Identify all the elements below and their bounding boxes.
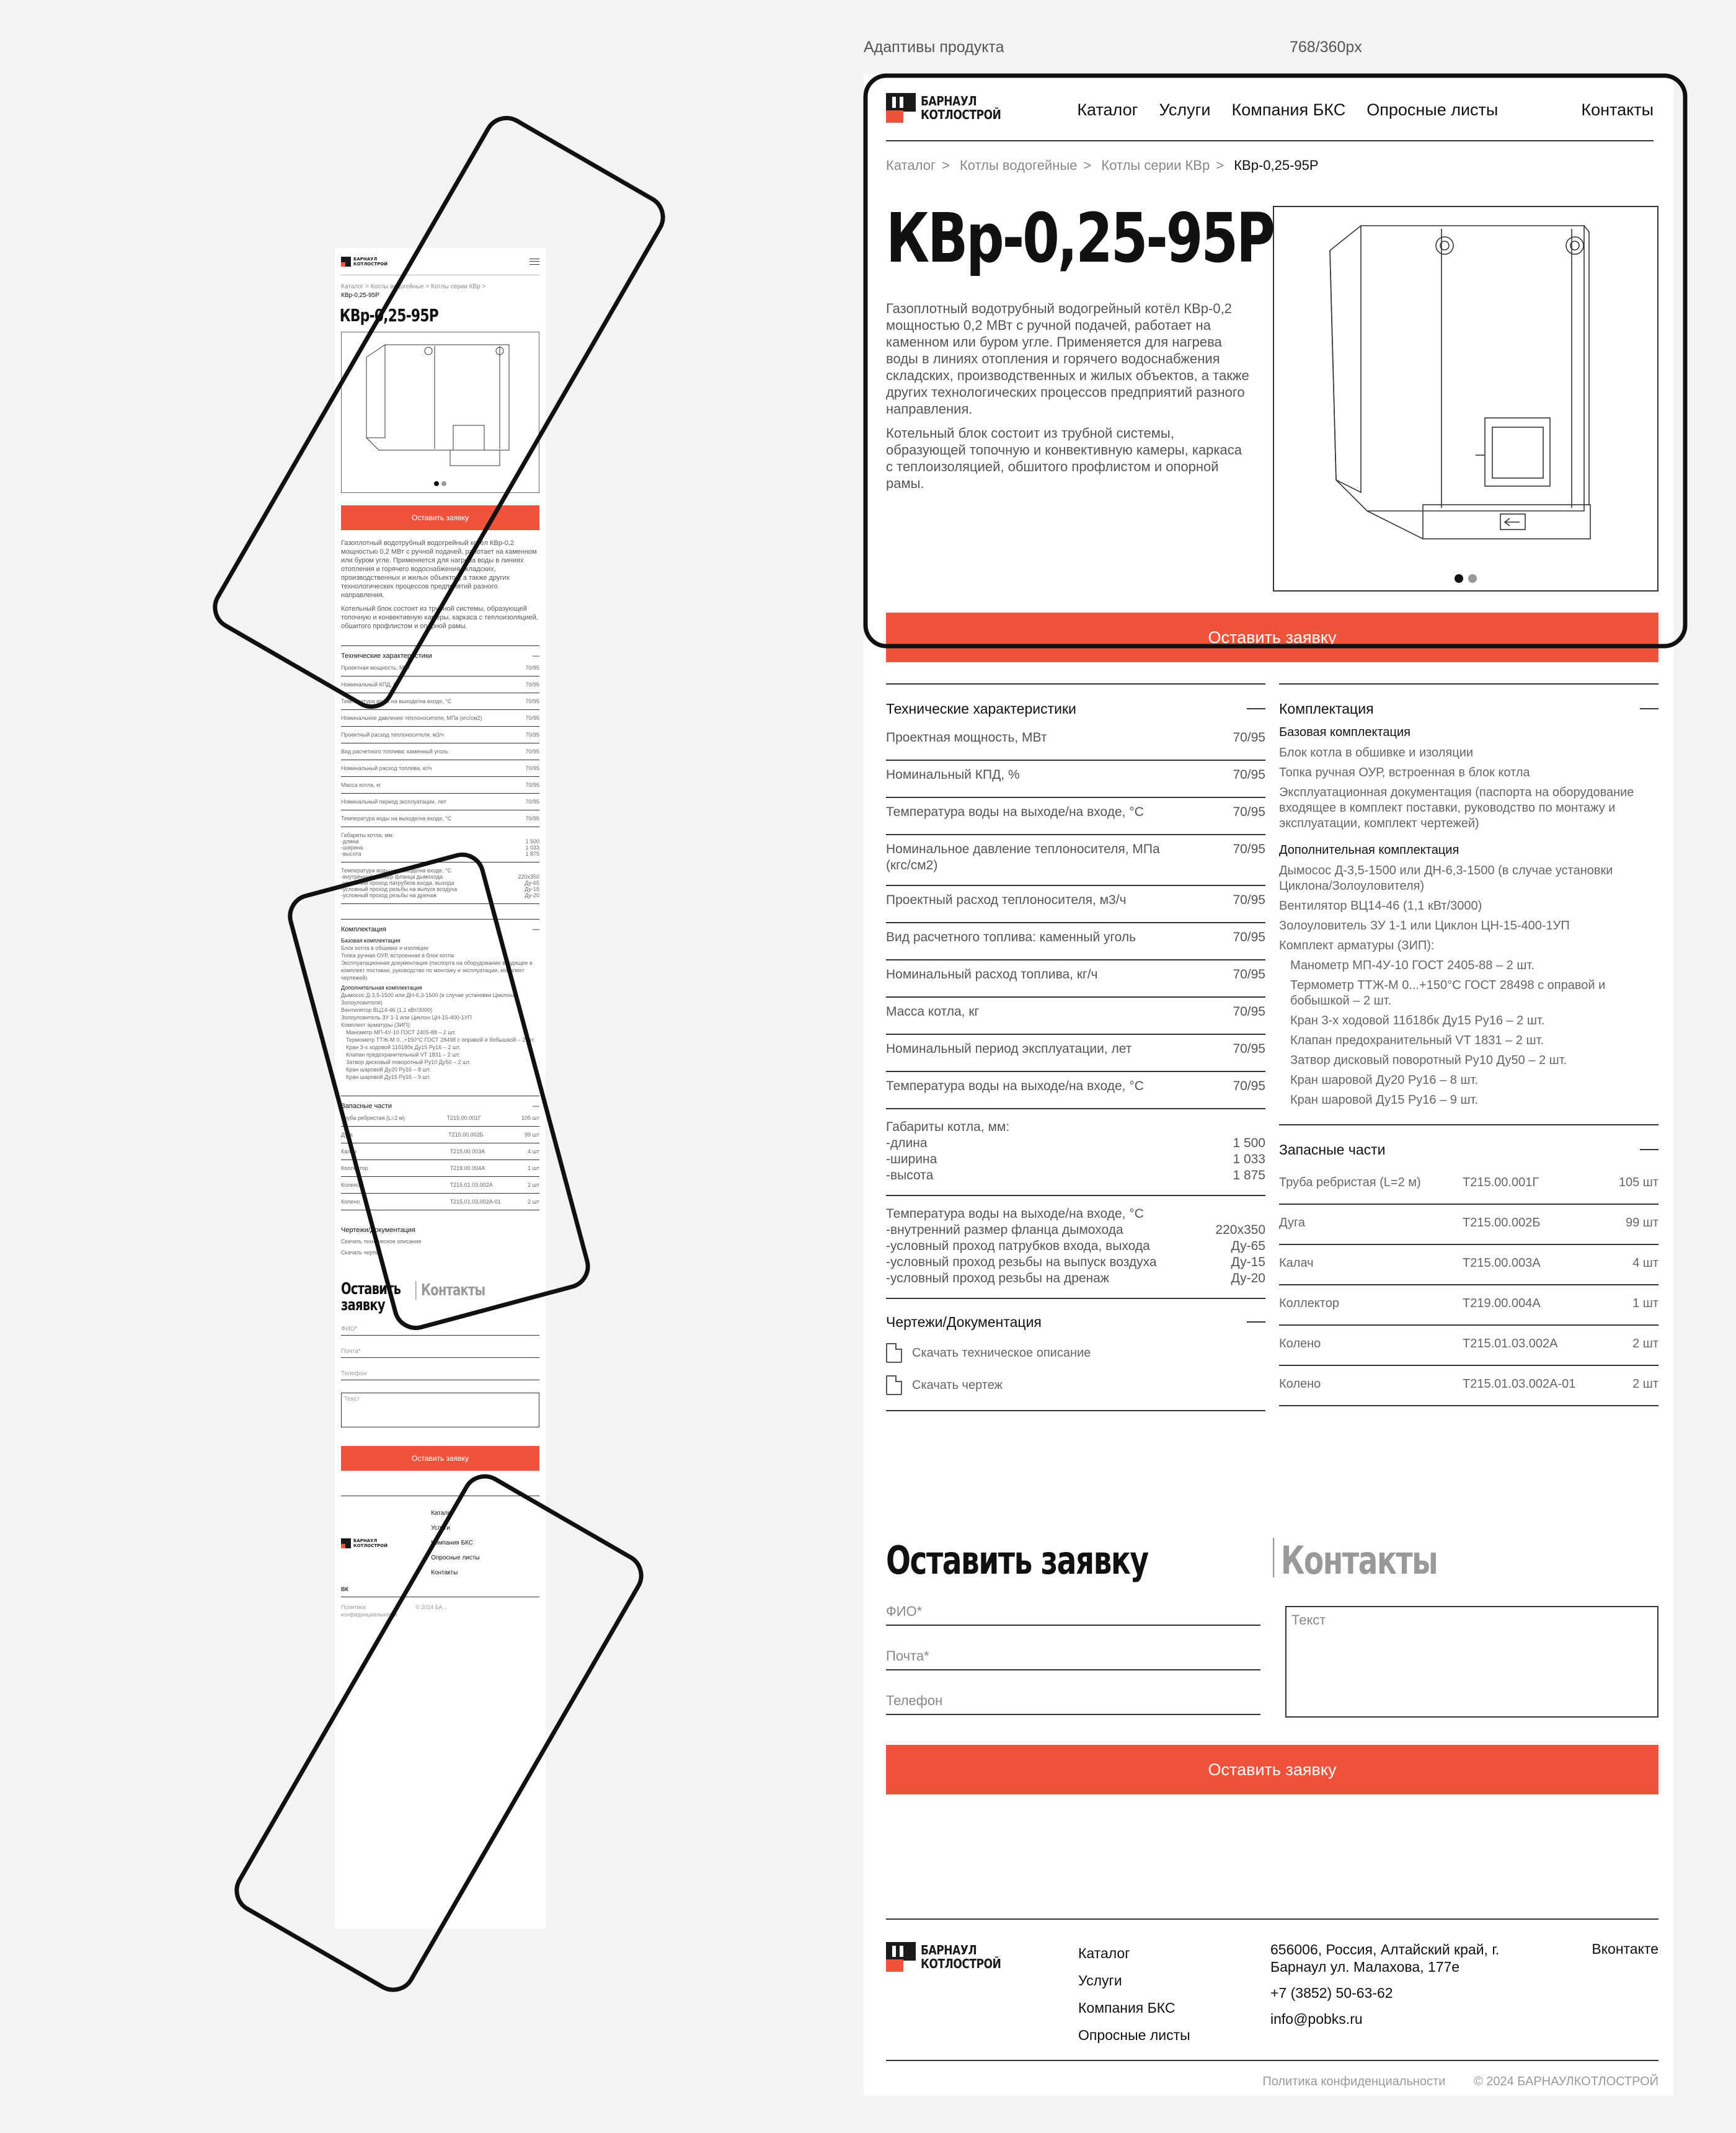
nav-surveys[interactable]: Опросные листы — [1366, 100, 1499, 119]
mobile-text-field[interactable]: Текст — [341, 1393, 539, 1427]
logo-mark-icon — [341, 1538, 351, 1548]
form-title: Оставить заявку — [886, 1538, 1148, 1583]
mobile-header — [341, 248, 539, 275]
privacy-link[interactable]: Политика конфиденциальности — [1262, 2075, 1446, 2088]
mobile-carousel-dots[interactable] — [434, 481, 446, 486]
text-field[interactable]: Текст — [1285, 1606, 1658, 1718]
docs-list — [886, 1337, 1265, 1411]
main-nav — [1077, 100, 1498, 120]
mobile-bc-item[interactable]: Котлы водогейные — [370, 283, 424, 290]
collapse-icon[interactable] — [1640, 708, 1658, 717]
mobile-spec-row: Проектный расход теплоносителя, м3/ч 70/95 — [341, 727, 539, 743]
mobile-phone-field[interactable]: Телефон — [341, 1370, 539, 1380]
nav-company[interactable]: Компания БКС — [1231, 100, 1346, 119]
mobile-product-title: КВр-0,25-95Р — [339, 305, 438, 326]
mobile-part-row: Колено Т215.01.03.002А-01 2 шт — [341, 1194, 539, 1210]
carousel-dot-active[interactable] — [1455, 574, 1463, 583]
mobile-spec-row: Проектная мощность, МВт 70/95 — [341, 660, 539, 676]
mobile-kit-header[interactable]: Комплектация — — [341, 919, 539, 933]
footer-email[interactable]: info@pobks.ru — [1270, 2011, 1363, 2027]
spec-row: Номинальный расход топлива, кг/ч 70/95 — [886, 960, 1265, 998]
spec-row: Температура воды на выходе/на входе, °С 70/95 — [886, 798, 1265, 835]
mobile-docs-list — [341, 1238, 539, 1256]
mobile-bc-current: КВр-0,25-95Р — [341, 292, 379, 299]
spec-row-dimensions: Габариты котла, мм: -длина -ширина -высота 1 500 1 033 1 875 — [886, 1109, 1265, 1196]
specs-header[interactable]: Технические характеристики — [886, 683, 1265, 724]
mobile-footer-bottom: Политика конфиденциальности © 2024 БА... — [341, 1597, 539, 1618]
boiler-illustration — [342, 332, 539, 492]
description-p2: Котельный блок состоит из трубной системы, образующей топочную и конвективную камеры, каркаса с теплоизоляцией, обшитого профлистом и опорной рамы. — [886, 425, 1242, 491]
mobile-breadcrumb: Каталог > Котлы водогейные > Котлы серии КВр > КВр-0,25-95Р — [341, 283, 486, 299]
email-field[interactable]: Почта* — [886, 1648, 1260, 1670]
mobile-spec-row: Номинальный период эксплуатации, лет 70/95 — [341, 794, 539, 810]
mobile-description — [335, 530, 546, 631]
copyright: © 2024 БАРНАУЛКОТЛОСТРОЙ — [1473, 2075, 1658, 2088]
footer-phone[interactable]: +7 (3852) 50-63-62 — [1270, 1985, 1393, 2001]
site-footer — [886, 1918, 1658, 2088]
kit-header[interactable]: Комплектация — [1279, 683, 1658, 724]
mobile-spec-row: Номинальный расход топлива, кг/ч 70/95 — [341, 760, 539, 777]
section-label: Адаптивы продукта — [864, 38, 1004, 56]
mobile-spec-row: Вид расчетного топлива: каменный уголь 70/95 — [341, 743, 539, 760]
boiler-illustration — [1274, 207, 1657, 590]
spec-row-flange: Температура воды на выходе/на входе, °С -внутренний размер фланца дымохода -условный проход патрубков входа, выхода -условный проход резьбы на выпуск воздуха -условный проход резьбы на дренаж 220х350 Ду-65 Ду-15 Ду-20 — [886, 1196, 1265, 1299]
product-image-carousel[interactable] — [1273, 206, 1658, 592]
collapse-icon[interactable] — [1247, 1321, 1265, 1331]
submit-button[interactable]: Оставить заявку — [886, 1745, 1658, 1794]
document-icon — [886, 1343, 902, 1363]
brand-logo[interactable] — [886, 93, 1015, 123]
collapse-icon[interactable] — [1247, 708, 1265, 717]
carousel-dots[interactable] — [1455, 574, 1477, 583]
form-contacts-tab[interactable]: Контакты — [1273, 1538, 1437, 1577]
mobile-form-heading: Оставить заявку Контакты — [341, 1280, 485, 1315]
mobile-part-row: Дуга Т215.00.002Б 99 шт — [341, 1127, 539, 1143]
mobile-submit-button[interactable]: Оставить заявку — [341, 1446, 539, 1471]
spec-row: Проектная мощность, МВт 70/95 — [886, 724, 1265, 761]
footer-nav-catalog[interactable]: Каталог — [1078, 1945, 1130, 1961]
parts-table — [1279, 1164, 1658, 1406]
footer-vk-link[interactable]: Вконтакте — [1592, 1941, 1658, 1957]
mobile-doc-link[interactable]: Скачать техническое описание — [341, 1238, 422, 1244]
mobile-spec-row: Температура воды на выходе/на входе, °С 70/95 — [341, 693, 539, 710]
mobile-part-row: Калач Т215.00.003А 4 шт — [341, 1143, 539, 1160]
mobile-bc-item[interactable]: Каталог — [341, 283, 364, 290]
phone-field[interactable]: Телефон — [886, 1693, 1260, 1715]
logo-line2: КОТЛОСТРОЙ — [921, 107, 1001, 122]
menu-icon[interactable] — [529, 259, 539, 265]
mobile-spec-row: Температура воды на выходе/на входе, °С -внутренний размер фланца дымохода -условный проход патрубков входа, выхода -условный проход резьбы на выпуск воздуха -условный проход резьбы на дренаж 220х350 Ду-65 Ду-15 Ду-20 — [341, 863, 539, 904]
spec-row: Проектный расход теплоносителя, м3/ч 70/95 — [886, 886, 1265, 923]
spec-row: Масса котла, кг 70/95 — [886, 998, 1265, 1035]
spec-row: Вид расчетного топлива: каменный уголь 70/95 — [886, 923, 1265, 960]
document-icon — [886, 1375, 902, 1395]
logo-mark-icon — [886, 1942, 916, 1972]
specs-column — [886, 683, 1265, 1411]
spec-row: Номинальный период эксплуатации, лет 70/95 — [886, 1035, 1265, 1072]
mobile-footer-logo[interactable]: БАРНАУЛ КОТЛОСТРОЙ — [341, 1506, 388, 1581]
mobile-specs-header[interactable]: Технические характеристики — — [341, 645, 539, 660]
part-row: Труба ребристая (L=2 м) Т215.00.001Г 105 шт — [1279, 1164, 1658, 1205]
carousel-dot[interactable] — [1468, 574, 1477, 583]
mobile-logo[interactable] — [341, 257, 388, 267]
nav-services[interactable]: Услуги — [1159, 100, 1211, 119]
mobile-parts-header[interactable]: Запасные части — — [341, 1096, 539, 1110]
mobile-footer — [341, 1496, 539, 1581]
spec-row: Номинальное давление теплоносителя, МПа (кгс/см2) 70/95 — [886, 835, 1265, 886]
mobile-spec-row: Габариты котла, мм: -длина -ширина -высота 1 500 1 033 1 875 — [341, 827, 539, 863]
part-row: Дуга Т215.00.002Б 99 шт — [1279, 1205, 1658, 1245]
product-title: КВр-0,25-95Р — [886, 198, 1273, 278]
mobile-desc-p2: Котельный блок состоит из трубной системы, образующей топочную и конвективную камеры, каркаса с теплоизоляцией, обшитого профлистом и опорной рамы. — [341, 605, 538, 630]
nav-catalog[interactable]: Каталог — [1077, 100, 1138, 119]
breadcrumb-item[interactable]: Каталог — [886, 157, 936, 173]
kit-extra-title: Дополнительная комплектация — [1279, 843, 1459, 857]
mobile-spec-row: Масса котла, кг 70/95 — [341, 777, 539, 794]
mobile-part-row: Коллектор Т219.00.004А 1 шт — [341, 1160, 539, 1177]
fio-field[interactable]: ФИО* — [886, 1603, 1260, 1626]
docs-header[interactable]: Чертежи/Документация — [886, 1299, 1265, 1337]
parts-header[interactable]: Запасные части — [1279, 1124, 1658, 1164]
logo-mark-icon — [341, 257, 351, 267]
part-row: Калач Т215.00.003А 4 шт — [1279, 1245, 1658, 1285]
spec-row: Температура воды на выходе/на входе, °С 70/95 — [886, 1072, 1265, 1109]
kit-body: Базовая комплектация Блок котла в обшивке и изоляции Топка ручная ОУР, встроенная в блок котла Эксплуатационная документация (паспорта на оборудование входящее в комплект поставки, руководство по монтажу и эксплуатации, комплект чертежей) Дополнительная комплектация Дымосос Д-3,5-1500 или ДН-6,3-1500 (в случае установки Циклона/Золоуловителя) Вентилятор ВЦ14-46 (1,1 кВт/3000) Золоуловитель ЗУ 1-1 или Циклон ЦН-15-400-1УП Комплект арматуры (ЗИП): Манометр МП-4У-10 ГОСТ 2405-88 – 2 шт. Термометр ТТЖ-М 0...+150°С ГОСТ 28498 с оправой и бобышкой – 2 шт. Кран 3-х ходовой 11б18бк Ду15 Ру16 – 2 шт. Клапан предохранительный VT 1831 – 2 шт. Затвор дисковый поворотный Ру10 Ду50 – 2 шт. Кран шаровой Ду20 Ру16 – 8 шт. Кран шаровой Ду15 Ру16 – 9 шт. — [1279, 725, 1658, 1108]
mobile-doc-link[interactable]: Скачать чертеж — [341, 1249, 382, 1256]
logo-mark-icon — [886, 93, 916, 123]
part-row: Колено Т215.01.03.002А 2 шт — [1279, 1326, 1658, 1366]
spec-row: Номинальный КПД, % 70/95 — [886, 761, 1265, 798]
kit-base-title: Базовая комплектация — [1279, 725, 1410, 739]
kit-column — [1279, 683, 1658, 1406]
mobile-cta-button[interactable]: Оставить заявку — [341, 505, 539, 530]
site-header — [886, 93, 1654, 141]
mobile-product-image[interactable] — [341, 332, 539, 493]
mobile-part-row: Труба ребристая (L=2 м) Т215.00.001Г 105 шт — [341, 1110, 539, 1127]
footer-nav-company[interactable]: Компания БКС — [1078, 2000, 1176, 2016]
mobile-fio-field[interactable]: ФИО* — [341, 1326, 539, 1336]
size-label: 768/360px — [1290, 38, 1362, 56]
footer-nav-surveys[interactable]: Опросные листы — [1078, 2027, 1190, 2043]
collapse-icon[interactable] — [1640, 1149, 1658, 1158]
footer-logo[interactable]: БАРНАУЛ КОТЛОСТРОЙ — [886, 1942, 1015, 1972]
breadcrumb-item[interactable]: Котлы серии КВр — [1101, 157, 1210, 173]
mobile-kit-body: Базовая комплектация Блок котла в обшивке и изоляции Топка ручная ОУР, встроенная в блок котла Эксплуатационная документация (паспорта на оборудование входящее в комплект поставки, руководство по монтажу и эксплуатации, комплект чертежей) Дополнительная комплектация Дымосос Д-3,5-1500 или ДН-6,3-1500 (в случае установки Циклона/Золоуловителя) Вентилятор ВЦ14-46 (1,1 кВт/3000) Золоуловитель ЗУ 1-1 или Циклон ЦН-15-400-1УП Комплект арматуры (ЗИП): Манометр МП-4У-10 ГОСТ 2405-88 – 2 шт. Термометр ТТЖ-М 0...+150°С ГОСТ 28498 с оправой и бобышкой – 2 шт. Кран 3-х ходовой 11б18бк Ду15 Ру16 – 2 шт. Клапан предохранительный VT 1831 – 2 шт. Затвор дисковый поворотный Ру10 Ду50 – 2 шт. Кран шаровой Ду20 Ру16 – 8 шт. Кран шаровой Ду15 Ру16 – 9 шт. — [341, 938, 535, 1080]
logo-line1: БАРНАУЛ — [353, 256, 378, 262]
mobile-bc-item[interactable]: Котлы серии КВр — [431, 283, 480, 290]
desktop-preview — [864, 74, 1673, 2096]
breadcrumb-item[interactable]: Котлы водогейные — [959, 157, 1078, 173]
mobile-footer-nav: Каталог Услуги Компания БКС Опросные листы Контакты — [431, 1510, 480, 1576]
mobile-spec-row: Номинальное давление теплоносителя, МПа (кгс/см2) 70/95 — [341, 710, 539, 727]
mobile-docs-header[interactable]: Чертежи/Документация — [341, 1226, 415, 1234]
doc-link-description[interactable]: Скачать техническое описание — [886, 1337, 1265, 1369]
breadcrumb-current: КВр-0,25-95Р — [1234, 157, 1319, 173]
product-description — [886, 300, 1252, 499]
logo-line1: БАРНАУЛ — [921, 94, 977, 109]
footer-nav-services[interactable]: Услуги — [1078, 1972, 1122, 1989]
footer-contacts — [1270, 1941, 1518, 2036]
mobile-spec-row: Температура воды на выходе/на входе, °С 70/95 — [341, 810, 539, 827]
part-row: Колено Т215.01.03.002А-01 2 шт — [1279, 1366, 1658, 1406]
footer-address: 656006, Россия, Алтайский край, г. Барнаул ул. Малахова, 177е — [1270, 1941, 1500, 1975]
logo-line2: КОТЛОСТРОЙ — [353, 261, 388, 267]
mobile-desc-p1: Газоплотный водотрубный водогрейный котёл КВр-0,2 мощностью 0,2 МВт с ручной подачей, работает на каменном или буром угле. Применяется для нагрева воды в линиях отопления и горячего водоснабжения складских, производственных и жилых объектов, а также других технологических процессов предприятий разного направления. — [341, 539, 537, 599]
mobile-preview — [335, 248, 546, 1928]
mobile-vk-icon[interactable]: ВК — [341, 1586, 348, 1592]
mobile-email-field[interactable]: Почта* — [341, 1348, 539, 1358]
mobile-part-row: Колено Т215.01.03.002А 2 шт — [341, 1177, 539, 1194]
nav-contacts[interactable]: Контакты — [1581, 100, 1654, 119]
part-row: Коллектор Т219.00.004А 1 шт — [1279, 1285, 1658, 1326]
description-p1: Газоплотный водотрубный водогрейный котёл КВр-0,2 мощностью 0,2 МВт с ручной подачей, работает на каменном или буром угле. Применяется для нагрева воды в линиях отопления и горячего водоснабжения складских, производственных и жилых объектов, а также других технологических процессов предприятий разного направления. — [886, 301, 1249, 417]
footer-bottom — [886, 2060, 1658, 2089]
mobile-spec-row: Номинальный КПД, % 70/95 — [341, 676, 539, 693]
breadcrumb: Каталог > Котлы водогейные > Котлы серии КВр > КВр-0,25-95Р — [886, 157, 1319, 173]
doc-link-drawing[interactable]: Скачать чертеж — [886, 1369, 1265, 1401]
request-button[interactable]: Оставить заявку — [886, 613, 1658, 662]
footer-nav — [1078, 1940, 1190, 2049]
